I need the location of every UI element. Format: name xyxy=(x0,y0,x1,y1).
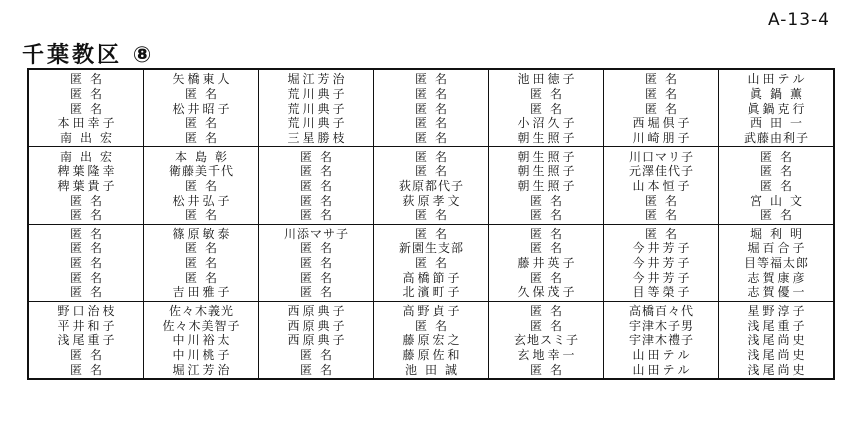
donor-name: 宇 津 木 禮 子 xyxy=(628,333,693,348)
donor-name: 玄 地 幸 一 xyxy=(517,348,575,363)
roster-column xyxy=(604,147,719,223)
donor-name: 匿 名 xyxy=(299,178,332,193)
roster-column xyxy=(489,70,604,146)
donor-name: 浅 尾 尚 史 xyxy=(747,362,805,377)
roster-column xyxy=(489,147,604,223)
donor-name: 匿 名 xyxy=(759,178,792,193)
donor-name: 三 星 勝 枝 xyxy=(287,130,345,145)
donor-name: 志 賀 康 彦 xyxy=(747,270,805,285)
donor-name: 篠 原 敏 泰 xyxy=(172,226,230,241)
roster-column xyxy=(374,70,489,146)
donor-name: 匿 名 xyxy=(759,208,792,223)
roster-column xyxy=(604,70,719,146)
roster-column xyxy=(144,147,259,223)
roster-column xyxy=(29,70,144,146)
donor-name: 山 田 テ ル xyxy=(632,348,690,363)
donor-name: 堀 江 芳 治 xyxy=(287,72,345,87)
donor-name: 匿 名 xyxy=(299,149,332,164)
donor-name: 荒 川 典 子 xyxy=(287,86,345,101)
donor-name: 星 野 淳 子 xyxy=(747,304,805,319)
donor-name: 匿 名 xyxy=(69,348,102,363)
donor-name: 匿 名 xyxy=(69,72,102,87)
donor-name: 本 田 幸 子 xyxy=(57,116,115,131)
donor-name: 朝 生 照 子 xyxy=(517,164,575,179)
donor-name: 本 島 彰 xyxy=(174,149,227,164)
donor-name: 中 川 桃 子 xyxy=(172,348,230,363)
donor-name: 稗 葉 貴 子 xyxy=(57,178,115,193)
ward-title xyxy=(22,38,154,69)
donor-name: 池 田 徳 子 xyxy=(517,72,575,87)
donor-name: 西 田 一 xyxy=(749,116,802,131)
donor-name: 匿 名 xyxy=(299,362,332,377)
donor-name: 山 本 恒 子 xyxy=(632,178,690,193)
donor-name: 矢 橋 東 人 xyxy=(172,72,230,87)
roster-column xyxy=(144,225,259,301)
donor-name: 衛 藤 美 千 代 xyxy=(168,164,233,179)
donor-name: 佐 々 木 義 光 xyxy=(168,304,233,319)
donor-name: 池 田 誠 xyxy=(404,362,457,377)
donor-name: 匿 名 xyxy=(184,116,217,131)
donor-name: 荒 川 典 子 xyxy=(287,116,345,131)
donor-name: 朝 生 照 子 xyxy=(517,130,575,145)
donor-name: 匿 名 xyxy=(299,164,332,179)
donor-name: 匿 名 xyxy=(644,72,677,87)
donor-name: 匿 名 xyxy=(414,116,447,131)
donor-name: 高 橋 節 子 xyxy=(402,270,460,285)
donor-name: 匿 名 xyxy=(69,256,102,271)
roster-column xyxy=(259,70,374,146)
roster-block xyxy=(29,70,833,147)
donor-name: 佐 々 木 美 智 子 xyxy=(162,318,240,333)
roster-column xyxy=(719,70,833,146)
donor-name: 匿 名 xyxy=(299,208,332,223)
donor-name: 西 原 典 子 xyxy=(287,304,345,319)
donor-name: 川 口 マ リ 子 xyxy=(628,149,693,164)
roster-column xyxy=(489,225,604,301)
donor-name: 匿 名 xyxy=(184,241,217,256)
donor-name: 匿 名 xyxy=(299,270,332,285)
donor-name: 川 崎 朋 子 xyxy=(632,130,690,145)
donor-name: 匿 名 xyxy=(184,208,217,223)
donor-name: 匿 名 xyxy=(759,164,792,179)
donor-name: 匿 名 xyxy=(529,101,562,116)
donor-name: 今 井 芳 子 xyxy=(632,241,690,256)
roster-block xyxy=(29,225,833,302)
donor-name: 匿 名 xyxy=(759,149,792,164)
roster-column xyxy=(489,302,604,378)
page-code: A-13-4 xyxy=(768,10,830,30)
donor-name: 匿 名 xyxy=(69,208,102,223)
donor-name: 荻 原 孝 文 xyxy=(402,193,460,208)
donor-name: 匿 名 xyxy=(414,130,447,145)
donor-name: 荒 川 典 子 xyxy=(287,101,345,116)
donor-name: 藤 原 佐 和 xyxy=(402,348,460,363)
donor-name: 匿 名 xyxy=(414,208,447,223)
roster-column xyxy=(29,225,144,301)
donor-name: 浅 尾 尚 史 xyxy=(747,333,805,348)
donor-name: 野 口 治 枝 xyxy=(57,304,115,319)
donor-name: 匿 名 xyxy=(184,270,217,285)
donor-name: 山 田 テ ル xyxy=(632,362,690,377)
donor-name: 武 藤 由 利 子 xyxy=(743,130,808,145)
donor-name: 匿 名 xyxy=(644,226,677,241)
roster-block xyxy=(29,302,833,378)
roster-column xyxy=(719,302,833,378)
donor-name: 藤 原 宏 之 xyxy=(402,333,460,348)
donor-name: 匿 名 xyxy=(299,256,332,271)
donor-name: 元 澤 佳 代 子 xyxy=(628,164,693,179)
donor-name: 匿 名 xyxy=(644,101,677,116)
donor-name: 高 野 貞 子 xyxy=(402,304,460,319)
ward-title-text: 千葉教区 xyxy=(22,43,123,68)
donor-name: 匿 名 xyxy=(69,226,102,241)
donor-name: 匿 名 xyxy=(414,256,447,271)
donor-name: 匿 名 xyxy=(414,86,447,101)
donor-name: 宮 山 文 xyxy=(749,193,802,208)
donor-name: 川 添 マ サ 子 xyxy=(283,226,348,241)
roster-column xyxy=(719,225,833,301)
donor-name: 匿 名 xyxy=(414,149,447,164)
roster-column xyxy=(29,302,144,378)
donor-name: 匿 名 xyxy=(529,362,562,377)
donor-name: 匿 名 xyxy=(299,348,332,363)
donor-name: 堀 江 芳 治 xyxy=(172,362,230,377)
donor-name: 匿 名 xyxy=(529,318,562,333)
donor-name: 志 賀 優 一 xyxy=(747,285,805,300)
roster-column xyxy=(144,302,259,378)
donor-name: 匿 名 xyxy=(644,193,677,208)
donor-roster-table xyxy=(27,68,835,380)
donor-name: 稗 葉 隆 幸 xyxy=(57,164,115,179)
roster-column xyxy=(719,147,833,223)
donor-name: 今 井 芳 子 xyxy=(632,270,690,285)
donor-name: 匿 名 xyxy=(644,208,677,223)
donor-name: 匿 名 xyxy=(184,256,217,271)
donor-name: 南 出 宏 xyxy=(59,130,112,145)
donor-name: 匿 名 xyxy=(299,193,332,208)
donor-name: 松 井 昭 子 xyxy=(172,101,230,116)
donor-name: 目 等 福 太 郎 xyxy=(743,256,808,271)
donor-name: 匿 名 xyxy=(69,193,102,208)
roster-column xyxy=(374,225,489,301)
donor-name: 堀 百 合 子 xyxy=(747,241,805,256)
donor-name: 匿 名 xyxy=(414,101,447,116)
donor-name: 匿 名 xyxy=(529,270,562,285)
roster-column xyxy=(374,147,489,223)
donor-name: 宇 津 木 子 男 xyxy=(628,318,693,333)
donor-name: 眞 鍋 克 行 xyxy=(747,101,805,116)
donor-name: 匿 名 xyxy=(644,86,677,101)
donor-name: 匿 名 xyxy=(69,285,102,300)
roster-column xyxy=(259,225,374,301)
donor-name: 朝 生 照 子 xyxy=(517,149,575,164)
donor-name: 眞 鍋 薫 xyxy=(749,86,802,101)
donor-name: 匿 名 xyxy=(184,178,217,193)
ward-number: ⑧ xyxy=(132,43,155,68)
donor-name: 今 井 芳 子 xyxy=(632,256,690,271)
roster-column xyxy=(604,225,719,301)
donor-name: 小 沼 久 子 xyxy=(517,116,575,131)
donor-name: 山 田 テ ル xyxy=(747,72,805,87)
donor-name: 匿 名 xyxy=(69,101,102,116)
donor-name: 匿 名 xyxy=(529,241,562,256)
donor-name: 西 原 典 子 xyxy=(287,318,345,333)
donor-name: 匿 名 xyxy=(184,130,217,145)
donor-name: 匿 名 xyxy=(69,241,102,256)
donor-name: 匿 名 xyxy=(414,318,447,333)
donor-name: 匿 名 xyxy=(529,86,562,101)
roster-column xyxy=(604,302,719,378)
roster-column xyxy=(29,147,144,223)
donor-name: 南 出 宏 xyxy=(59,149,112,164)
donor-name: 目 等 榮 子 xyxy=(632,285,690,300)
donor-name: 匿 名 xyxy=(299,285,332,300)
roster-column xyxy=(259,302,374,378)
donor-name: 匿 名 xyxy=(69,86,102,101)
donor-name: 匿 名 xyxy=(414,164,447,179)
donor-name: 堀 利 明 xyxy=(749,226,802,241)
donor-name: 藤 井 英 子 xyxy=(517,256,575,271)
donor-name: 荻 原 都 代 子 xyxy=(398,178,463,193)
donor-name: 平 井 和 子 xyxy=(57,318,115,333)
donor-name: 新 園 生 支 部 xyxy=(398,241,463,256)
donor-name: 高 橋 百 々 代 xyxy=(628,304,693,319)
roster-block xyxy=(29,147,833,224)
roster-column xyxy=(374,302,489,378)
donor-name: 匿 名 xyxy=(529,193,562,208)
roster-column xyxy=(144,70,259,146)
donor-name: 浅 尾 重 子 xyxy=(747,318,805,333)
donor-name: 北 濱 町 子 xyxy=(402,285,460,300)
donor-name: 匿 名 xyxy=(414,72,447,87)
donor-name: 匿 名 xyxy=(529,208,562,223)
donor-name: 中 川 裕 太 xyxy=(172,333,230,348)
donor-name: 西 堀 倶 子 xyxy=(632,116,690,131)
donor-name: 浅 尾 尚 史 xyxy=(747,348,805,363)
donor-name: 匿 名 xyxy=(69,270,102,285)
donor-name: 匿 名 xyxy=(299,241,332,256)
donor-name: 玄 地 ス ミ 子 xyxy=(513,333,578,348)
donor-name: 松 井 弘 子 xyxy=(172,193,230,208)
donor-name: 久 保 茂 子 xyxy=(517,285,575,300)
donor-name: 匿 名 xyxy=(529,226,562,241)
donor-name: 朝 生 照 子 xyxy=(517,178,575,193)
donor-name: 匿 名 xyxy=(529,304,562,319)
donor-name: 匿 名 xyxy=(69,362,102,377)
donor-name: 浅 尾 重 子 xyxy=(57,333,115,348)
donor-name: 吉 田 雅 子 xyxy=(172,285,230,300)
donor-name: 匿 名 xyxy=(184,86,217,101)
donor-name: 匿 名 xyxy=(414,226,447,241)
donor-name: 西 原 典 子 xyxy=(287,333,345,348)
roster-column xyxy=(259,147,374,223)
